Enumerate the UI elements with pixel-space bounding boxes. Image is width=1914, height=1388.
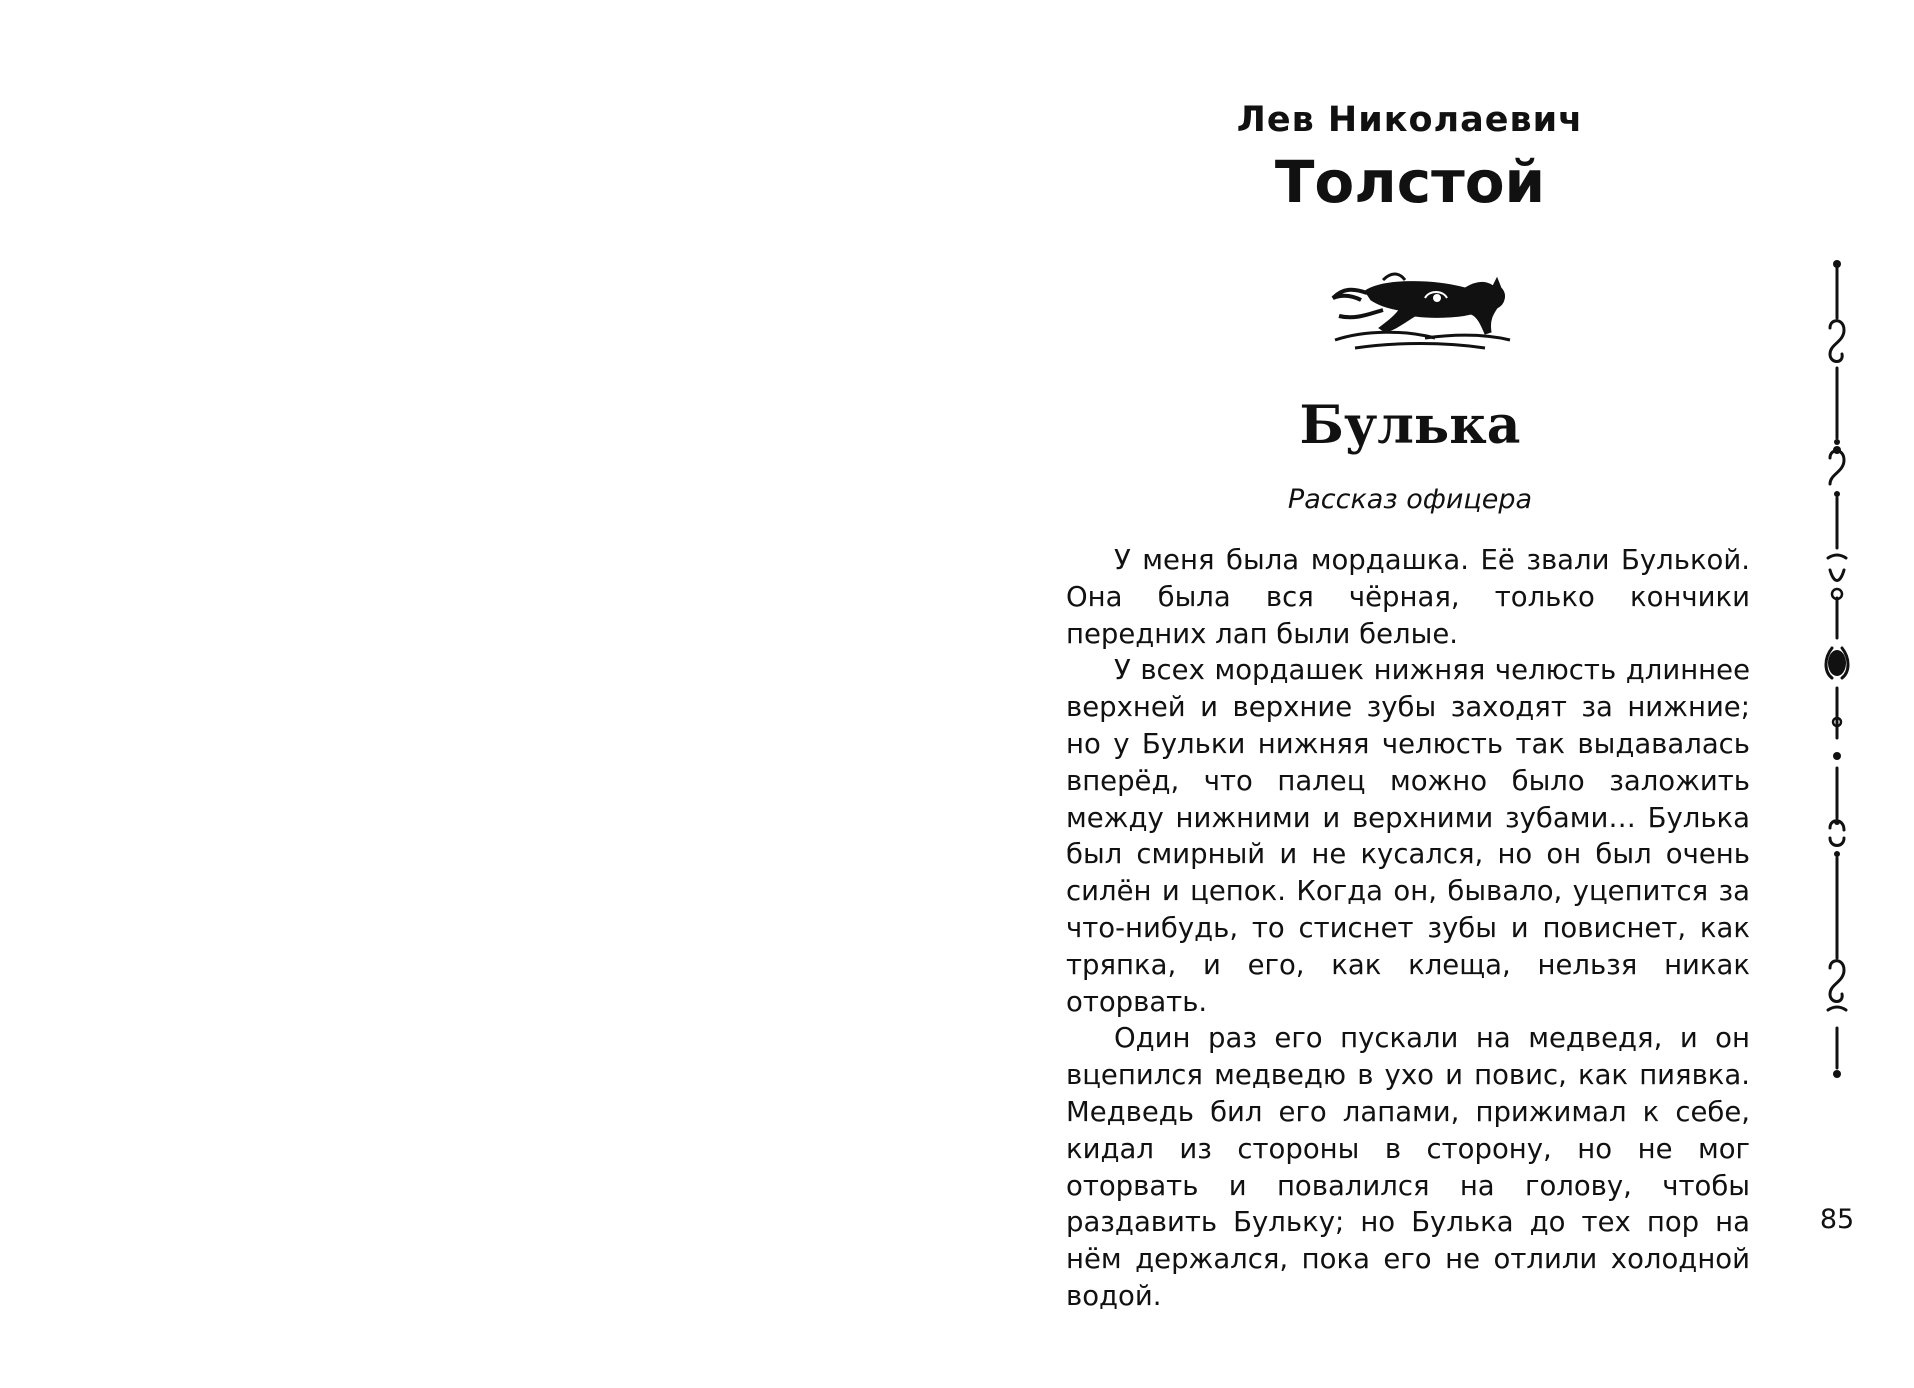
author-first-name: Лев Николаевич: [1236, 100, 1584, 140]
story-paragraph-3: Один раз его пускали на медведя, и он вцепился медведю в ухо и повис, как пиявка. Медведь бил его лапами, прижимал к себе, кидал из стороны в сторону, но не мог оторвать и повалился на голову, чтобы раздавить Бульку; но Булька до тех пор на нём держался, пока его не отлили холодной водой.: [1066, 1022, 1750, 1312]
story-title: Булька: [1299, 395, 1521, 456]
story-paragraph-2: У всех мордашек нижняя челюсть длиннее верхней и верхние зубы заходят за нижние; но у Бульки нижняя челюсть так выдавалась вперёд, что палец можно было заложить между нижними и верхними зубами… Булька был смирный и не кусался, но он был очень силён и цепок. Когда он, бывало, уцепится за что-нибудь, то стиснет зубы и повиснет, как тряпка, и его, как клеща, нельзя никак оторвать.: [1066, 654, 1750, 1018]
page-number: 85: [1819, 1204, 1855, 1235]
author-last-name: Толстой: [1274, 148, 1546, 216]
story-body: [1066, 542, 1750, 1315]
running-dog-icon: [1325, 258, 1515, 358]
vertical-ornament-icon: [1820, 258, 1854, 1084]
story-paragraph-1: У меня была мордашка. Её звали Булькой. Она была вся чёрная, только кончики передних лап были белые.: [1066, 544, 1750, 650]
story-subtitle: Рассказ офицера: [1287, 484, 1533, 515]
